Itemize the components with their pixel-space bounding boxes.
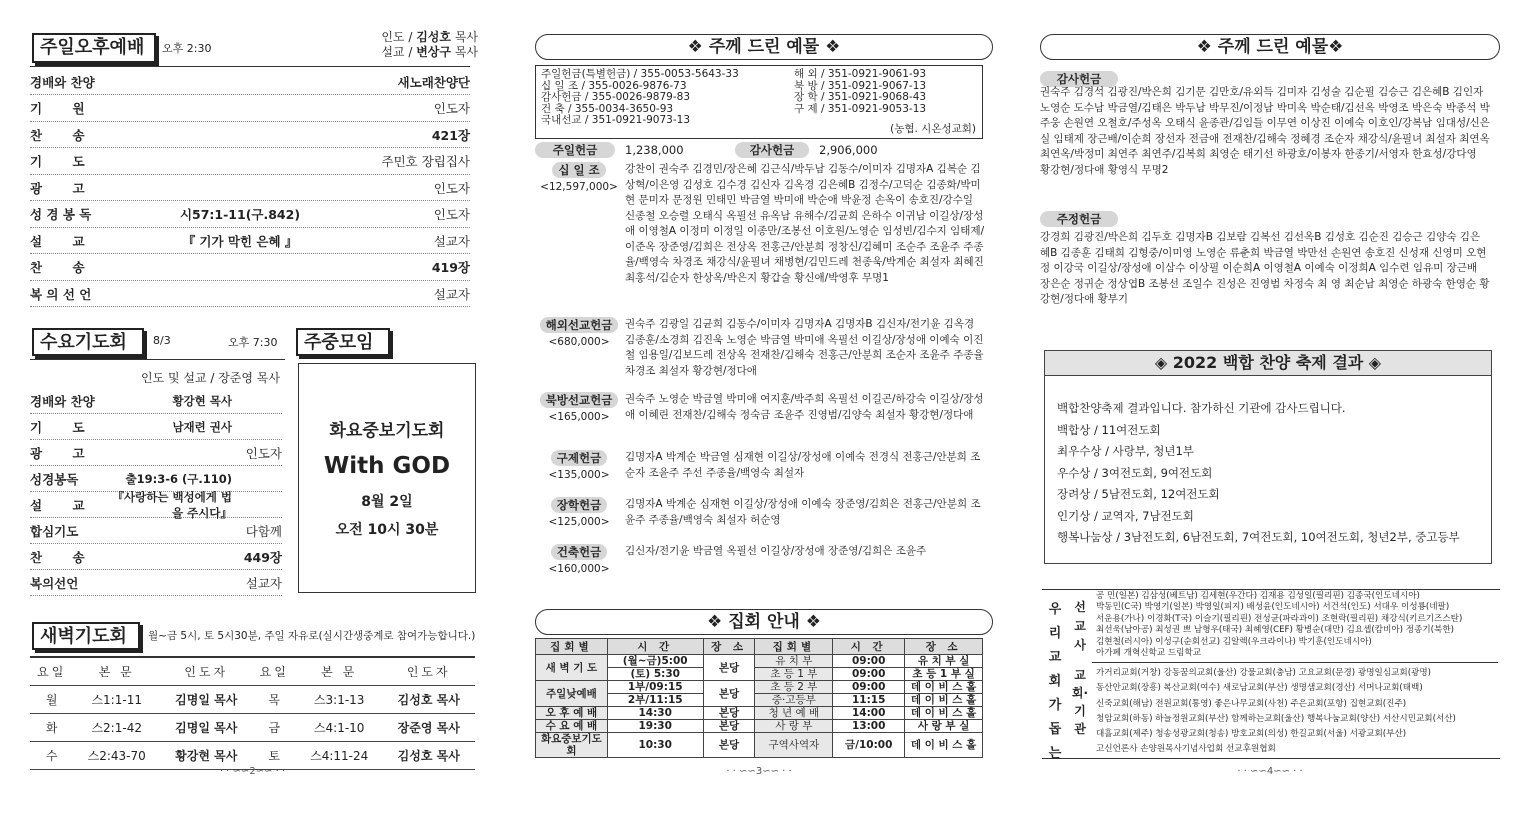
sunday-pm-title: 주일오후예배: [32, 33, 156, 63]
account-line: 북 방 / 351-0921-9067-13: [794, 79, 927, 92]
schedule-header: 장 소: [703, 639, 755, 655]
dawn-table: [30, 656, 475, 770]
offering-names: 김신자/전기윤 박금열 옥필선 이길상/장성애 장준영/김희은 조윤주: [625, 545, 927, 557]
institution-line: 고신언론사 손양원목사기념사업회 선교후원협회: [1096, 744, 1276, 755]
intercession-time: 오전 10시 30분: [335, 522, 439, 538]
schedule-right-cell: 13:00: [833, 720, 905, 733]
account-line: 건 축 / 355-0034-3650-93: [541, 102, 674, 115]
schedule-header: 장 소: [905, 639, 983, 655]
order-person: 인도자: [433, 101, 470, 116]
schedule-right-cell: 구역사역자: [755, 733, 833, 758]
wed-date: 8/3: [153, 334, 171, 347]
schedule-right-cell: 09:00: [833, 655, 905, 668]
schedule-header: 집회별: [536, 639, 608, 655]
dawn-cell: 스1:1-11: [73, 685, 160, 713]
wed-person: 449장: [243, 550, 282, 565]
schedule-row: [536, 681, 983, 694]
order-person: 421장: [431, 127, 470, 143]
sunday-pm-leaders: 인도 / 김성호 목사 설교 / 변상구 목사: [381, 30, 478, 59]
institution-line: 청암교회(하동) 하늘정원교회(부산) 함께하는교회(울산) 행복나눔교회(양산) 서산시민교회(서산): [1096, 713, 1456, 724]
dawn-cell: 스2:1-42: [73, 713, 160, 741]
offering-label: 구제헌금: [551, 450, 607, 466]
weekly-title: 주중모임: [296, 328, 390, 356]
order-row: [30, 175, 470, 201]
order-row: [30, 149, 470, 175]
offering-label-block: [535, 497, 623, 530]
wed-item: 성경봉독: [30, 472, 79, 487]
wed-row: [30, 490, 282, 520]
offering-names: 김명자A 박계순 박금열 심재현 이길상/장성애 이예숙 전경식 전홍근/안분희 조순자 조윤주 주선 주종율/백영숙 최설자: [625, 451, 981, 479]
schedule-name: 주일낮예배: [536, 681, 608, 707]
order-person: 설교자: [433, 286, 470, 302]
wed-person: 다함께: [245, 524, 282, 539]
schedule-right-cell: 데 이 비 스 홀: [905, 707, 983, 720]
schedule-right-cell: 유 치 부: [755, 655, 833, 668]
wed-item: 광 고: [30, 446, 85, 461]
order-item: 기 원: [30, 101, 85, 116]
festival-line: 행복나눔상 / 3남전도회, 6남전도회, 7여전도회, 10여전도회, 청년2부, 중고등부: [1057, 530, 1460, 544]
accounts-box: [535, 65, 983, 139]
offering-label-block: [535, 317, 623, 350]
schedule-name: 새 벽 기 도: [536, 655, 608, 681]
order-row: [30, 122, 470, 148]
schedule-right-cell: 09:00: [833, 668, 905, 681]
institution-line: 가거리교회(거창) 강동꿈의교회(울산) 강물교회(충남) 고요교회(문경) 광명일심교회(광명): [1096, 668, 1432, 678]
offering-names: 권숙주 김광일 김균희 김동수/이미자 김명자A 김명자B 김신자/전기윤 김옥경 김종훈/소경희 김진욱 노영순 박금열 박미애 옥필선 이길상/장성애 이예숙 이진철 임용일/김보드레 전상옥 전재찬/김해숙 전홍근/안분희 조순자 조윤주 주종율 차경조 최설자 황강현/정다애: [625, 318, 984, 377]
page-number: · · ∽∽3∽∽ · ·: [726, 766, 792, 777]
dawn-header: 요일: [252, 657, 295, 685]
offering-label: 장학헌금: [551, 497, 607, 513]
wed-person: 설교자: [245, 576, 282, 591]
page-3: [535, 0, 995, 832]
wed-item: 합심기도: [30, 524, 79, 539]
dawn-row: [30, 685, 475, 713]
missionary-line: 김현철(러시아) 이성구(순회선교) 김알렉(우크라이나) 박기훈(인도네시아): [1096, 636, 1372, 647]
schedule-right-cell: 유 치 부 실: [905, 655, 983, 668]
account-line: 구 제 / 351-0921-9053-13: [794, 102, 927, 115]
order-person: 인도자: [433, 207, 470, 222]
schedule-table: [535, 638, 983, 758]
page-4: [1040, 0, 1502, 832]
order-item: 경배와 찬양: [30, 74, 95, 90]
order-detail: 시57:1-11(구.842): [179, 207, 301, 222]
wed-item: 기 도: [30, 420, 85, 435]
schedule-right-cell: 09:00: [833, 681, 905, 694]
schedule-right-cell: 14:00: [833, 707, 905, 720]
wed-item: 찬 송: [30, 550, 85, 565]
missionary-line: 박동민(C국) 박영기(일본) 박영일(피지) 배성윤(인도네시아) 서건석(인도) 서대우 이성룡(네팔): [1096, 602, 1450, 613]
missionary-line: 아가페 개혁신학교 드림학교: [1096, 648, 1202, 659]
offerings-title-2: ❖ 주께 드린 예물❖: [1040, 34, 1500, 60]
schedule-name: 오 후 예 배: [536, 707, 608, 720]
order-item: 찬 송: [30, 260, 85, 275]
intercession-box: [298, 363, 476, 593]
festival-line: 우수상 / 3여전도회, 9여전도회: [1057, 465, 1213, 480]
wed-title: 수요기도회: [32, 328, 144, 356]
wed-row: [30, 441, 282, 466]
schedule-title: ❖ 집회 안내 ❖: [535, 609, 993, 635]
institution-line: 대흘교회(제주) 청송성광교회(청송) 방호교회(의성) 한길교회(서울) 서광교회(부산): [1096, 729, 1407, 740]
schedule-header: 시 간: [833, 639, 905, 655]
schedule-place: 본당: [703, 733, 755, 758]
festival-box: [1044, 376, 1492, 564]
missionary-line: 공 민(일본) 김삼성(베트남) 김세현(우간다) 김재용 김성일(필리핀) 김종국(인도네시아): [1096, 591, 1420, 601]
schedule-place: 본당: [703, 720, 755, 733]
schedule-place: 본당: [703, 655, 755, 681]
schedule-header: 시 간: [607, 639, 703, 655]
order-item: 광 고: [30, 180, 85, 196]
dawn-header: 본 문: [296, 657, 383, 685]
wed-detail: 출19:3-6 (구.110): [125, 472, 232, 486]
schedule-right-cell: 중·고등부: [755, 694, 833, 707]
missionary-line: 서운용(가나) 이경화(T국) 이슬기(필리핀) 전성균(파라과이) 조현락(필리핀) 채강식(키르기즈스탄): [1096, 613, 1463, 624]
intercession-name: 화요중보기도회: [329, 421, 445, 441]
dawn-cell: 토: [252, 741, 295, 769]
festival-title: ◈ 2022 백합 찬양 축제 결과 ◈: [1044, 350, 1492, 376]
wed-detail: 남재련 권사: [172, 420, 232, 434]
dawn-cell: 스2:43-70: [73, 741, 160, 769]
schedule-right-cell: 초 등 2 부: [755, 681, 833, 694]
wed-item: 경배와 찬양: [30, 394, 95, 409]
schedule-row: [536, 655, 983, 668]
wed-person: 인도자: [245, 446, 282, 461]
offering-amount: <125,000>: [548, 515, 610, 528]
order-row: [30, 202, 470, 228]
schedule-time: 14:30: [607, 707, 703, 720]
festival-line: 인기상 / 교역자, 7남전도회: [1057, 508, 1194, 523]
dawn-cell: 황강현 목사: [160, 741, 253, 769]
institutions-label: 교회·기관: [1071, 668, 1089, 736]
schedule-time: (월~금)5:00: [607, 655, 703, 668]
order-row: [30, 255, 470, 281]
schedule-name: 화요중보기도회: [536, 733, 608, 758]
wed-time: 오후 7:30: [228, 336, 278, 349]
schedule-right-cell: 데 이 비 스 홀: [905, 681, 983, 694]
schedule-time: 1부/09:15: [607, 681, 703, 694]
schedule-time: (토) 5:30: [607, 668, 703, 681]
order-row: [30, 96, 470, 122]
intercession-theme: With GOD: [323, 453, 451, 479]
thanks-offering-amount: 2,906,000: [819, 143, 878, 157]
dawn-title: 새벽기도회: [32, 622, 140, 650]
account-line: 십 일 조 / 355-0026-9876-73: [541, 79, 687, 92]
wed-row: [30, 415, 282, 440]
order-person: 주민호 장립집사: [381, 154, 470, 169]
dawn-cell: 김명일 목사: [160, 713, 253, 741]
institution-line: 신죽교회(해남) 전원교회(통영) 좋은나무교회(사천) 주은교회(포항) 집현교회(진주): [1096, 698, 1407, 709]
wed-row: [30, 571, 282, 596]
offering-label: 북방선교헌금: [540, 392, 619, 408]
bank-name: (농협. 시온성교회): [890, 123, 976, 136]
support-box: [1042, 589, 1500, 759]
account-line: 주일헌금(특별헌금) / 355-0053-5643-33: [541, 68, 739, 80]
schedule-row: [536, 733, 983, 758]
schedule-right-cell: 데 이 비 스 홀: [905, 733, 983, 758]
offering-amount: <12,597,000>: [540, 180, 618, 193]
offering-names: 김명자A 박계순 심재현 이길상/장성애 이예숙 장준영/김희은 전홍근/안분희 조윤주 주종율/백영숙 최설자 허순영: [625, 498, 981, 526]
account-line: 국내선교 / 351-0921-9073-13: [541, 114, 690, 127]
schedule-time: 2부/11:15: [607, 694, 703, 707]
offerings-title: ❖ 주께 드린 예물 ❖: [535, 34, 993, 60]
offering-label-block: [535, 544, 623, 577]
dawn-header: 본 문: [73, 657, 160, 685]
offering-amount: <165,000>: [548, 410, 610, 423]
dawn-cell: 스4:11-24: [296, 741, 383, 769]
sunday-offering-label: 주일헌금: [535, 142, 615, 158]
festival-line: 최우수상 / 사랑부, 청년1부: [1057, 444, 1194, 458]
dawn-header: 인도자: [382, 657, 475, 685]
dawn-cell: 스4:1-10: [296, 713, 383, 741]
schedule-right-cell: 금/10:00: [833, 733, 905, 758]
wed-detail: 황강현 목사: [172, 394, 232, 408]
schedule-name: 수 요 예 배: [536, 720, 608, 733]
account-line: 해 외 / 351-0921-9061-93: [794, 68, 927, 80]
order-item: 찬 송: [30, 127, 85, 143]
dawn-cell: 스3:1-13: [296, 685, 383, 713]
dawn-cell: 금: [252, 713, 295, 741]
offering-label: 해외선교헌금: [540, 317, 619, 333]
festival-line: 백합상 / 11여전도회: [1057, 422, 1161, 437]
dawn-header: 요일: [30, 657, 73, 685]
account-line: 감사헌금 / 355-0026-9879-83: [541, 91, 690, 104]
order-row: [30, 69, 470, 95]
schedule-time: 10:30: [607, 733, 703, 758]
order-item: 성 경 봉 독: [30, 207, 92, 222]
sunday-pm-time: 오후 2:30: [162, 42, 212, 55]
dawn-cell: 화: [30, 713, 73, 741]
dawn-cell: 목: [252, 685, 295, 713]
order-person: 설교자: [433, 233, 470, 249]
schedule-row: [536, 720, 983, 733]
schedule-place: 본당: [703, 681, 755, 707]
schedule-right-cell: 데 이 비 스 홀: [905, 694, 983, 707]
dawn-note: 월~금 5시, 토 5시30분, 주일 자유로(실시간생중계로 참여가능합니다.): [148, 630, 476, 642]
order-detail: 『 기가 막힌 은혜 』: [182, 233, 298, 249]
institution-line: 동산안교회(장흥) 복산교회(여수) 새로남교회(부산) 생명샘교회(경산) 서머나교회(태백): [1096, 683, 1423, 694]
dawn-cell: 김성호 목사: [382, 741, 475, 769]
dawn-header: 인도자: [160, 657, 253, 685]
dawn-cell: 김명일 목사: [160, 685, 253, 713]
schedule-right-cell: 사 랑 부 실: [905, 720, 983, 733]
festival-line: 장려상 / 5남전도회, 12여전도회: [1057, 487, 1220, 501]
missionaries-label: 선교사: [1074, 600, 1086, 652]
gratitude-label: 주정헌금: [1040, 211, 1118, 227]
dawn-row: [30, 713, 475, 741]
intercession-date: 8월 2일: [361, 494, 413, 510]
wed-row: [30, 389, 282, 414]
wed-row: [30, 545, 282, 570]
schedule-right-cell: 11:15: [833, 694, 905, 707]
schedule-place: 본당: [703, 707, 755, 720]
wed-row: [30, 519, 282, 544]
gratitude-names: 강경희 김광진/박은희 김두호 김명자B 김보람 김복선 김선옥B 김성호 김순진 김승근 김양숙 김은혜B 김종훈 김태희 김형중/이미영 노영순 류춘희 박금열 박만선 손원연 송호진 신성재 신영미 오현정 이강국 이길상/장성애 이삼수 이상필 이순희A 이영철A 이예숙 이정희A 임수련 임유미 장근배 장은순 정귀순 정상엽B 조봉선 조일수 진성은 진영범 차정숙 최 영 최순남 최영순 하광숙 한영순 황강현/정다애 황부기: [1040, 231, 1490, 305]
offering-names: 권숙주 노영순 박금열 박미애 여지훈/박주희 옥필선 이길곤/하강숙 이길상/장성애 이혜린 전재찬/김해숙 정숙금 조윤주 진영범/김양숙 최설자 황강현/정다애: [625, 393, 984, 421]
schedule-right-cell: 초 등 1 부 실: [905, 668, 983, 681]
order-item: 기 도: [30, 154, 85, 169]
offering-amount: <680,000>: [548, 335, 610, 348]
wed-item: 복의선언: [30, 576, 79, 591]
schedule-right-cell: 사 랑 부: [755, 720, 833, 733]
offering-names: 강찬이 권숙주 김경민/장은혜 김근식/박두남 김동수/이미자 김명자A 김복순 김상혁/이은영 김성호 김수경 김신자 김옥경 김은혜B 김정수/고덕순 김종화/박미현 문미자 문정원 민태민 박금열 박미애 박순애 박윤정 손옥이 송호진/강수일 신종철 오승렬 오태식 옥필선 유옥남 유해수/김균희 은하수 이귀남 이길상/장성애 이영철A 이정미 이정일 이종만/조봉선 이호원/노영순 임성빈/김수지 임태제/이준옥 장준영/김희은 전상옥 전홍근/안분희 정창신/김혜미 조순주 조윤주 주종율/백영숙 차경조 채강식/윤필녀 채병현/김민드레 천종욱/박계순 최설자 최혜진 최홍석/김순자 한상옥/박은지 황갑술 황신애/박영후 무명1: [625, 163, 985, 284]
offering-amount: <160,000>: [548, 562, 610, 575]
offering-label: 십 일 조: [552, 162, 605, 178]
sunday-offering-amount: 1,238,000: [625, 143, 684, 157]
festival-line: 백합찬양축제 결과입니다. 참가하신 기관에 감사드립니다.: [1057, 401, 1346, 415]
wed-detail: 『사랑하는 백성에게 법을 주시다』: [112, 490, 232, 520]
missionary-line: 최선욱(남아공) 최성권 쁘 남형우(태국) 최혜영(CEF) 황병순(대만) 김요셉(캄비아) 정종기(북한): [1096, 625, 1454, 636]
account-line: 장 학 / 351-0921-9068-43: [794, 91, 927, 104]
order-item: 설 교: [30, 233, 85, 249]
order-person: 새노래찬양단: [397, 74, 470, 90]
schedule-header: 집회별: [755, 639, 833, 655]
dawn-cell: 월: [30, 685, 73, 713]
schedule-time: 19:30: [607, 720, 703, 733]
schedule-row: [536, 707, 983, 720]
wed-item: 설 교: [30, 498, 85, 513]
thanks-names: 권숙주 김경석 김광진/박은희 김기문 김만호/유외득 김미자 김성술 김순필 김승근 김은혜B 김인자 노영순 도수남 박금열/김태은 박두남 박무진/이정남 박미옥 박순태/김선옥 박영조 박은숙 박종석 박주웅 손원연 오철호/주성옥 오태식 윤종관/김임들 이무연 이상진 이예숙 이호인/강복남 임대성/신은실 임태제 장근배/이순희 장선자 전금애 전재찬/김해숙 정혜경 조순자 채강식/윤필녀 최설자 최연옥 최연옥/박정미 최연주 최연주/김복희 최영순 태기선 하광호/이봉자 한종기/서영자 한효성/강다영 황강현/정다애 황영식 무명2: [1040, 86, 1490, 176]
order-row: [30, 228, 470, 254]
support-label: 우리교회가 돕는: [1048, 602, 1062, 761]
offering-label-block: [535, 450, 623, 483]
thanks-label: 감사헌금: [1040, 71, 1118, 87]
offering-label: 건축헌금: [551, 544, 607, 560]
order-item: 복 의 선 언: [30, 286, 92, 302]
order-row: [30, 281, 470, 307]
schedule-right-cell: 초 등 1 부: [755, 668, 833, 681]
dawn-cell: 장준영 목사: [382, 713, 475, 741]
offering-label-block: [535, 162, 623, 195]
dawn-cell: 김성호 목사: [382, 685, 475, 713]
schedule-right-cell: 청 년 예 배: [755, 707, 833, 720]
dawn-cell: 수: [30, 741, 73, 769]
offering-label-block: [535, 392, 623, 425]
page-number: · · ∽∽4∽∽ · ·: [1237, 766, 1303, 777]
offering-amount: <135,000>: [548, 468, 610, 481]
totals: [535, 142, 878, 158]
thanks-offering-label: 감사헌금: [735, 142, 809, 158]
dawn-row: [30, 741, 475, 769]
page-2: [30, 0, 480, 832]
order-person: 419장: [431, 260, 470, 275]
page-number: · · ∽∽2∽∽ · ·: [219, 766, 286, 777]
order-person: 인도자: [433, 180, 470, 196]
wed-leader: 인도 및 설교 / 장준영 목사: [140, 371, 280, 385]
